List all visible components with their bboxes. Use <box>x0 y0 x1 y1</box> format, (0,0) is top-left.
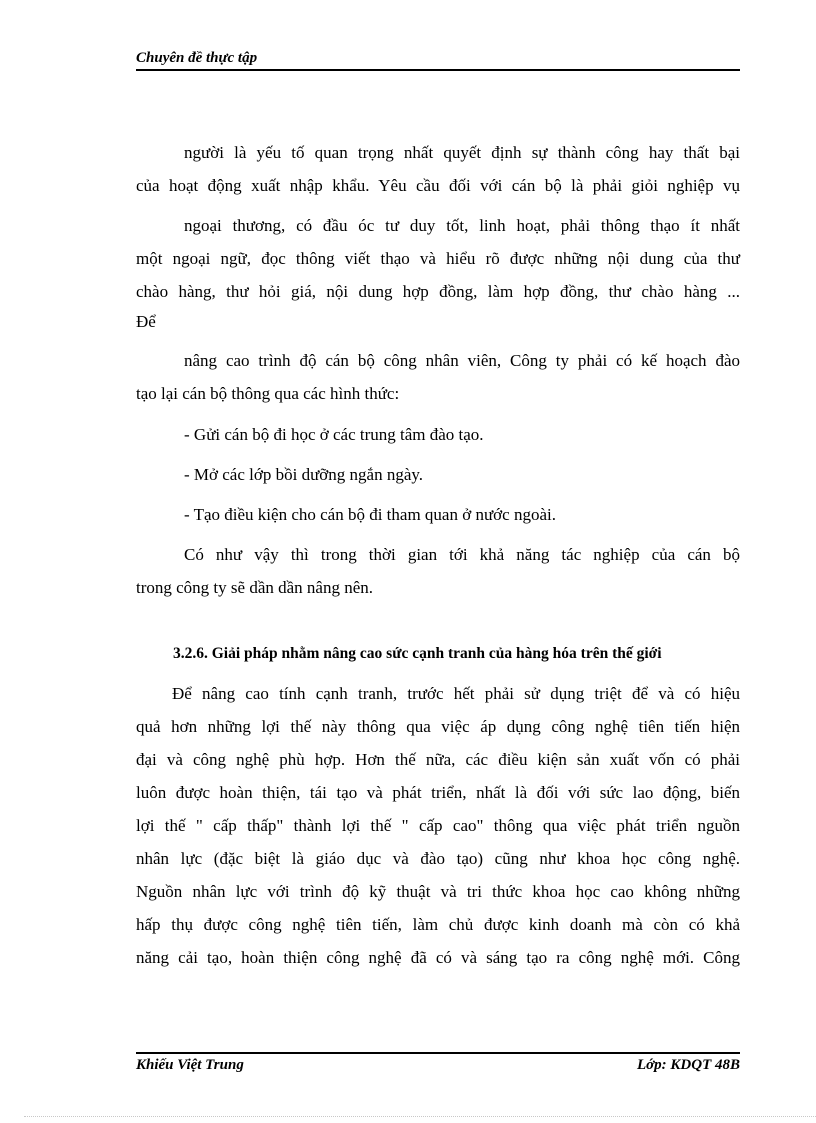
text-line: Để <box>136 312 156 331</box>
text-line: trong công ty sẽ dần dần nâng nên. <box>136 578 373 597</box>
paragraph-2 <box>136 209 740 336</box>
text-line: người là yếu tố quan trọng nhất quyết định sự thành công hay thất bại <box>184 143 740 162</box>
bullet-item: - Mở các lớp bồi dưỡng ngắn ngày. <box>184 465 424 484</box>
bullet-item: - Gửi cán bộ đi học ở các trung tâm đào tạo. <box>184 425 484 444</box>
text-line: hấp thụ được công nghệ tiên tiến, làm chủ được kinh doanh mà còn có khả <box>136 915 740 934</box>
text-line: nâng cao trình độ cán bộ công nhân viên, Công ty phải có kế hoạch đào <box>184 351 740 370</box>
footer-author: Khiếu Việt Trung <box>136 1057 244 1073</box>
paragraph-4 <box>136 538 740 604</box>
paragraph-5 <box>136 677 740 974</box>
text-line: luôn được hoàn thiện, tái tạo và phát triển, nhất là đối với sức lao động, biến <box>136 783 740 802</box>
text-line: Nguồn nhân lực với trình độ kỹ thuật và tri thức khoa học cao không những <box>136 882 740 901</box>
text-line: của hoạt động xuất nhập khẩu. Yêu cầu đối với cán bộ là phải giỏi nghiệp vụ <box>136 176 740 195</box>
page-header-title: Chuyên đề thực tập <box>136 50 258 66</box>
footer-divider <box>136 1052 740 1054</box>
text-line: lợi thế " cấp thấp" thành lợi thế " cấp cao" thông qua việc phát triển nguồn <box>136 816 740 835</box>
text-line: Có như vậy thì trong thời gian tới khả năng tác nghiệp của cán bộ <box>184 545 740 564</box>
text-line: ngoại thương, có đầu óc tư duy tốt, linh hoạt, phải thông thạo ít nhất <box>184 216 740 235</box>
text-line: một ngoại ngữ, đọc thông viết thạo và hiểu rõ được những nội dung của thư <box>136 249 740 268</box>
text-line: tạo lại cán bộ thông qua các hình thức: <box>136 384 400 403</box>
bullet-item: - Tạo điều kiện cho cán bộ đi tham quan ở nước ngoài. <box>184 505 556 524</box>
text-line: chào hàng, thư hỏi giá, nội dung hợp đồng, làm hợp đồng, thư chào hàng ... <box>136 282 740 301</box>
text-line: quả hơn những lợi thế này thông qua việc áp dụng công nghệ tiên tiến hiện <box>136 717 740 736</box>
header-divider <box>136 69 740 71</box>
page-edge-divider <box>24 1116 816 1117</box>
text-line: Để nâng cao tính cạnh tranh, trước hết phải sử dụng triệt để và có hiệu <box>172 684 740 703</box>
footer-class: Lớp: KDQT 48B <box>636 1057 740 1073</box>
paragraph-1 <box>136 136 740 202</box>
paragraph-3 <box>136 344 740 410</box>
text-line: nhân lực (đặc biệt là giáo dục và đào tạo) cũng như khoa học công nghệ. <box>136 849 740 868</box>
text-line: năng cải tạo, hoàn thiện công nghệ đã có và sáng tạo ra công nghệ mới. Công <box>136 948 740 967</box>
section-heading: 3.2.6. Giải pháp nhằm nâng cao sức cạnh tranh của hàng hóa trên thế giới <box>173 645 662 662</box>
text-line: đại và công nghệ phù hợp. Hơn thế nữa, các điều kiện sản xuất vốn có phải <box>136 750 740 769</box>
